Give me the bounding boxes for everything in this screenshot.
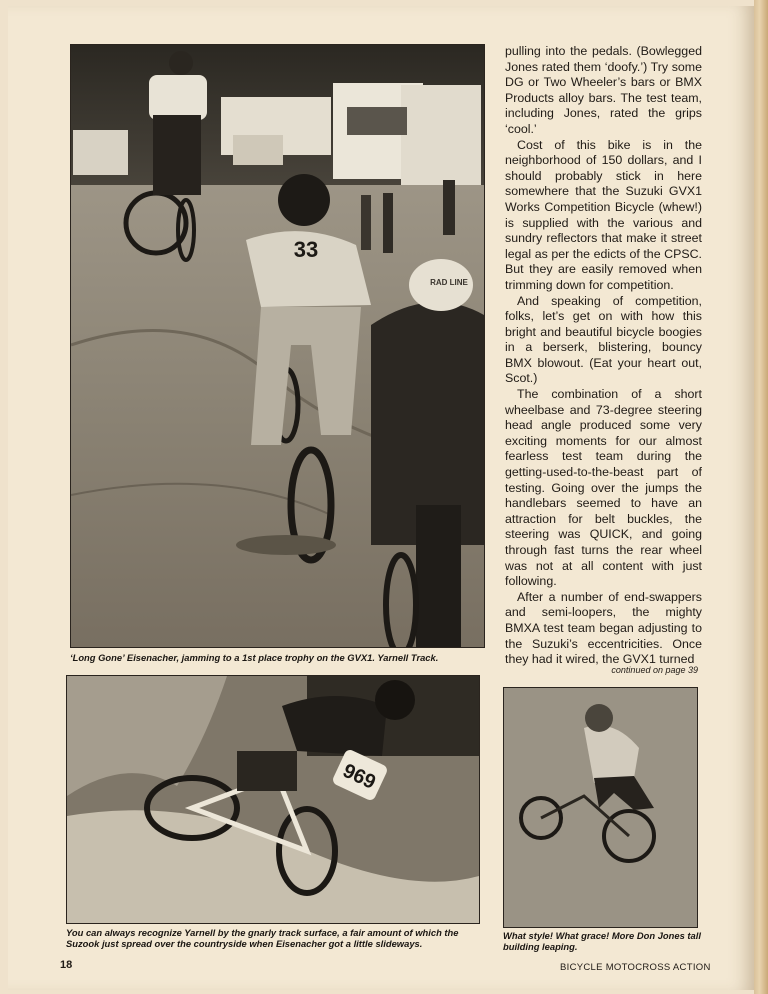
caption-jump-photo: What style! What grace! More Don Jones tall building leaping. [503,930,701,952]
article-paragraph: Cost of this bike is in the neighborhood of 150 dollars, and I should probably stick in here somewhere that the Suzuki GVX1 Works Competition Bicycle (whew!) is supplied with the various and sundry reflectors that make it street legal as per the edicts of the CPSC. But they are easily removed when trimming down for competition. [505,137,702,292]
continued-note: continued on page 39 [611,665,698,675]
page-number: 18 [60,959,73,971]
article-paragraph: After a number of end-swappers and semi-loopers, the mighty BMXA test team began adjusting to the Suzuki’s eccentricities. Once they had it wired, the GVX1 turned [505,589,702,667]
rider-jersey [282,696,387,756]
plate-number: 969 [339,759,379,794]
rider-pants [153,115,201,195]
rider-helmet [585,704,613,732]
photo-main-race [70,44,485,648]
spectator [361,195,371,250]
photo-jump [503,687,698,928]
photo-slideways [66,675,480,924]
photo-main-graphic [71,45,484,647]
cap-logo: RAD LINE [430,278,468,287]
rider-helmet [278,174,330,226]
spectator [383,193,393,253]
rider-helmet [375,680,415,720]
rider-helmet [169,51,193,75]
shadow [236,535,336,555]
magazine-name: BICYCLE MOTOCROSS ACTION [560,962,711,973]
spectator [443,180,455,235]
article-paragraph: The combination of a short wheelbase and 73-degree steering head angle produced some very exciting moments for our almost fearless test team during the getting-used-to-the-beast part of testing. Going over the jumps the handlebars seemed to have an attraction for belt buckles, the steering was QUICK, and going through fast turns the rear wheel was not at all content with just following. [505,387,702,589]
article-column [505,44,702,668]
article-paragraph: And speaking of competition, folks, let’s get on with how this bright and beautiful bicycle boogies in a berserk, blistering, bouncy BMX blowout. (Eat your heart out, Scot.) [505,293,702,386]
jersey-number: 33 [293,237,319,262]
pickup [233,135,283,165]
rider-pants [237,751,297,791]
photo-slide-graphic [67,676,479,923]
page-edge [754,0,768,994]
caption-slide-photo: You can always recognize Yarnell by the gnarly track surface, a fair amount of which the Suzook just spread over the countryside when Eisenacher got a little slideways. [66,927,459,949]
camper [401,85,481,185]
truck [73,130,128,175]
caption-main-photo: ‘Long Gone’ Eisenacher, jamming to a 1st place trophy on the GVX1. Yarnell Track. [70,652,439,663]
article-paragraph: pulling into the pedals. (Bowlegged Jones rated them ‘doofy.’) Try some DG or Two Wheeler’s bars or BMX Products alloy bars. The test team, including Jones, rated the grips ‘cool.’ [505,44,702,136]
bus-window [347,107,407,135]
rider-jersey [149,75,207,120]
photo-jump-graphic [504,688,697,927]
rider-jeans [416,505,461,647]
